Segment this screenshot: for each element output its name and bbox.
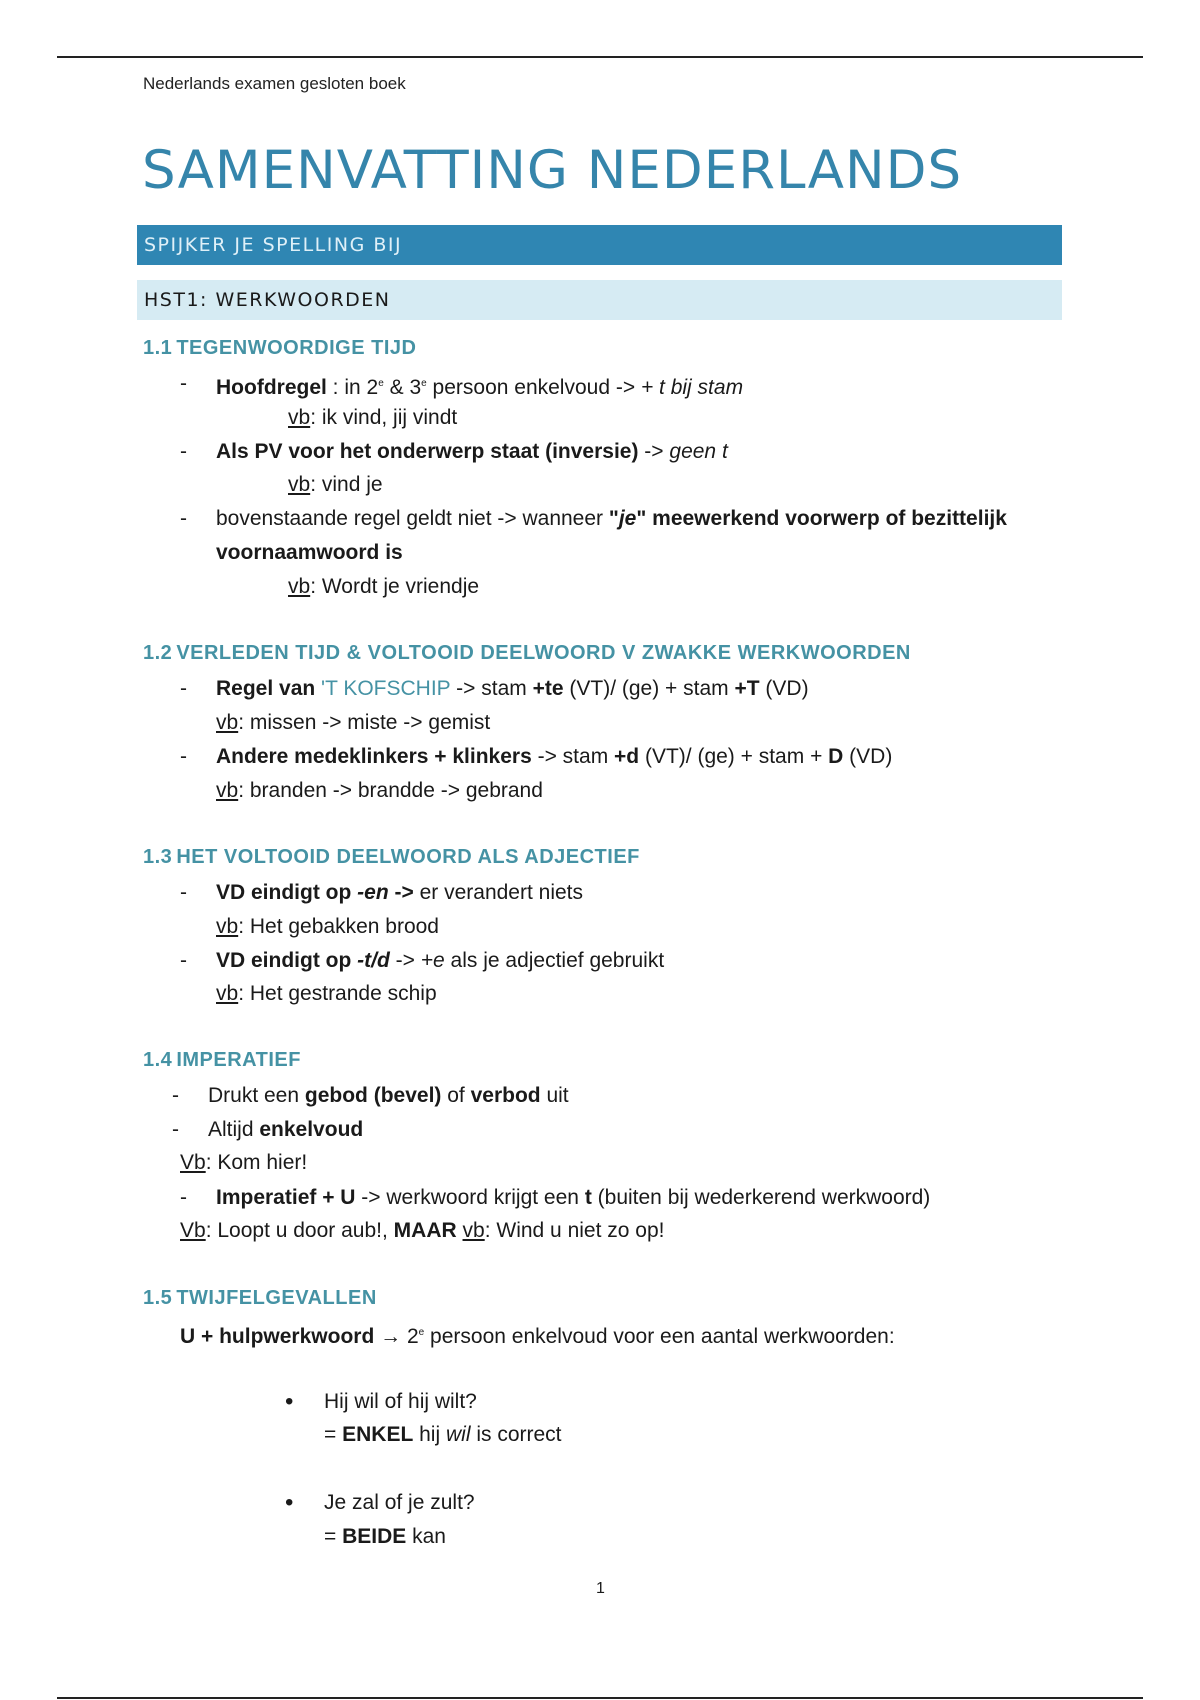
bullet-icon: • [285, 1489, 294, 1516]
example-line: vb: missen -> miste -> gemist [216, 711, 491, 734]
section-number: 1.1 [143, 337, 173, 359]
section-number: 1.4 [143, 1049, 173, 1071]
list-item: Regel van 'T KOFSCHIP -> stam +te (VT)/ (ge) + stam +T (VD) [216, 677, 809, 700]
section-number: 1.3 [143, 846, 173, 868]
section-number: 1.5 [143, 1287, 173, 1309]
bullet-icon: • [285, 1388, 294, 1415]
list-item: Als PV voor het onderwerp staat (inversie) -> geen t [216, 440, 728, 463]
section-heading-1-2 [143, 642, 911, 665]
dash-marker: - [180, 440, 187, 463]
example-line: vb: Wordt je vriendje [288, 575, 480, 598]
section-title: TWIJFELGEVALLEN [176, 1287, 377, 1309]
bullet-question: Hij wil of hij wilt? [324, 1390, 477, 1413]
dash-marker: - [172, 1118, 179, 1141]
section-number: 1.2 [143, 642, 173, 664]
header-rule [57, 56, 1143, 58]
section-heading-1-1 [143, 337, 416, 360]
list-item: Drukt een gebod (bevel) of verbod uit [208, 1084, 569, 1107]
example-line: vb: ik vind, jij vindt [288, 406, 458, 429]
section-title: HET VOLTOOID DEELWOORD ALS ADJECTIEF [176, 846, 640, 868]
list-item: Altijd enkelvoud [208, 1118, 364, 1141]
dash-marker: - [180, 949, 187, 972]
list-item: Hoofdregel : in 2e & 3e persoon enkelvoud -> + t bij stam [216, 376, 744, 399]
example-line: Vb: Kom hier! [180, 1151, 308, 1174]
list-item: VD eindigt op -en -> er verandert niets [216, 881, 584, 904]
dash-marker: - [180, 677, 187, 700]
example-line: vb: vind je [288, 473, 383, 496]
heading-band-chapter: HST1: WERKWOORDEN [137, 280, 1062, 320]
dash-marker: - [180, 1186, 187, 1209]
footer-rule [57, 1697, 1143, 1699]
section-title: VERLEDEN TIJD & VOLTOOID DEELWOORD V ZWAKKE WERKWOORDEN [176, 642, 911, 664]
bullet-answer: = ENKEL hij wil is correct [324, 1423, 562, 1446]
page-number: 1 [596, 1580, 605, 1597]
dash-marker: - [172, 1084, 179, 1107]
example-line: vb: branden -> brandde -> gebrand [216, 779, 543, 802]
section-heading-1-3 [143, 846, 640, 869]
dash-marker: - [180, 745, 187, 768]
document-title: SAMENVATTING NEDERLANDS [142, 140, 963, 201]
example-line: vb: Het gestrande schip [216, 982, 437, 1005]
bullet-answer: = BEIDE kan [324, 1525, 446, 1548]
list-item: bovenstaande regel geldt niet -> wanneer "je" meewerkend voorwerp of bezittelijk [216, 507, 1007, 530]
section-heading-1-5 [143, 1287, 377, 1310]
section-heading-1-4 [143, 1049, 301, 1072]
example-line: Vb: Loopt u door aub!, MAAR vb: Wind u niet zo op! [180, 1219, 665, 1242]
section-title: IMPERATIEF [176, 1049, 301, 1071]
running-header: Nederlands examen gesloten boek [143, 74, 406, 93]
example-line: vb: Het gebakken brood [216, 915, 439, 938]
list-item: Andere medeklinkers + klinkers -> stam +d (VT)/ (ge) + stam + D (VD) [216, 745, 893, 768]
list-item: Imperatief + U -> werkwoord krijgt een t (buiten bij wederkerend werkwoord) [216, 1186, 931, 1209]
dash-marker: - [180, 881, 187, 904]
heading-band-main: SPIJKER JE SPELLING BIJ [137, 225, 1062, 265]
intro-line: U + hulpwerkwoord → $2^e$ persoon enkelvoud voor een aantal werkwoorden: [180, 1325, 895, 1348]
list-item: VD eindigt op -t/d -> +e als je adjectief gebruikt [216, 949, 665, 972]
section-title: TEGENWOORDIGE TIJD [176, 337, 417, 359]
dash-marker: - [180, 507, 187, 530]
dash-marker: - [180, 372, 187, 395]
bullet-question: Je zal of je zult? [324, 1491, 475, 1514]
list-item-continuation: voornaamwoord is [216, 541, 403, 564]
